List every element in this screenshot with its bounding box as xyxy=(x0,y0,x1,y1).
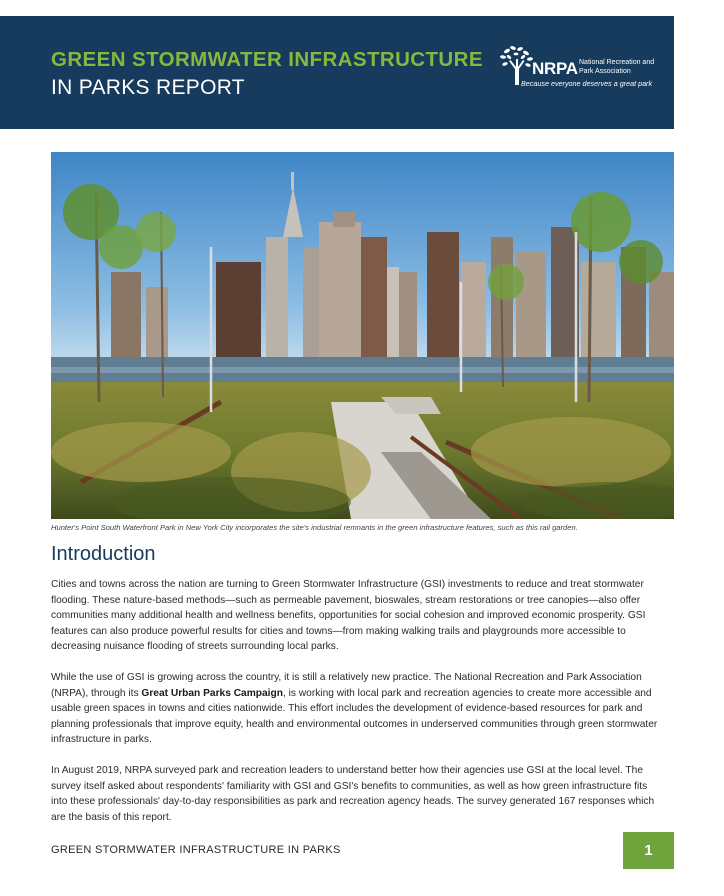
photo-caption: Hunter's Point South Waterfront Park in New York City incorporates the site's industrial remnants in the green infrastructure features, such as this rail garden. xyxy=(51,523,578,532)
introduction-heading: Introduction xyxy=(51,543,156,565)
footer-title: GREEN STORMWATER INFRASTRUCTURE IN PARKS xyxy=(51,844,341,856)
para2-text-before: While the use of GSI is growing across the country, it is still a relatively new practice. The National Recreation and Park Association (NRPA), through its xyxy=(51,672,642,699)
report-title-line1: GREEN STORMWATER INFRASTRUCTURE xyxy=(51,48,483,71)
logo-full-name: National Recreation and Park Association xyxy=(579,59,655,75)
nrpa-logo[interactable] xyxy=(499,28,659,102)
intro-paragraph-3: In August 2019, NRPA surveyed park and recreation leaders to understand better how their agencies use GSI at the local level. The survey itself asked about respondents' familiarity with GSI and GSI's benefits to communities, as well as how green infrastructure fits into these professionals' day-to-day responsibilities as park and recreation agency heads. The survey generated 167 responses which are the basis of this report. xyxy=(51,765,655,823)
intro-paragraph-1: Cities and towns across the nation are turning to Green Stormwater Infrastructure (GSI) investments to reduce and treat stormwater flooding. These nature-based methods—such as permeable pavement, bioswales, stream restorations or tree canopies—also offer communities many additional health and wellness benefits, opportunities for social cohesion and improved economic prosperity. GSI features can also produce powerful results for cities and towns—from making walking trails and playgrounds more accessible to decreasing nuisance flooding of streets surrounding local parks. xyxy=(51,579,646,653)
page-number-badge: 1 xyxy=(623,832,674,869)
para2-text-after: , is working with local park and recreation agencies to create more accessible and usable green spaces in towns and cities nationwide. This effort includes the development of evidence-based resources for park and planning professionals that improve equity, health and environmental outcomes in underserved communities through green stormwater infrastructure in parks. xyxy=(51,687,658,746)
intro-paragraph-2 xyxy=(51,670,666,748)
park-photo xyxy=(51,152,674,519)
logo-tagline: Because everyone deserves a great park xyxy=(521,79,653,88)
great-urban-parks-campaign: Great Urban Parks Campaign xyxy=(141,687,283,699)
report-title-line2: IN PARKS REPORT xyxy=(51,76,245,99)
logo-name: NRPA xyxy=(532,59,578,78)
